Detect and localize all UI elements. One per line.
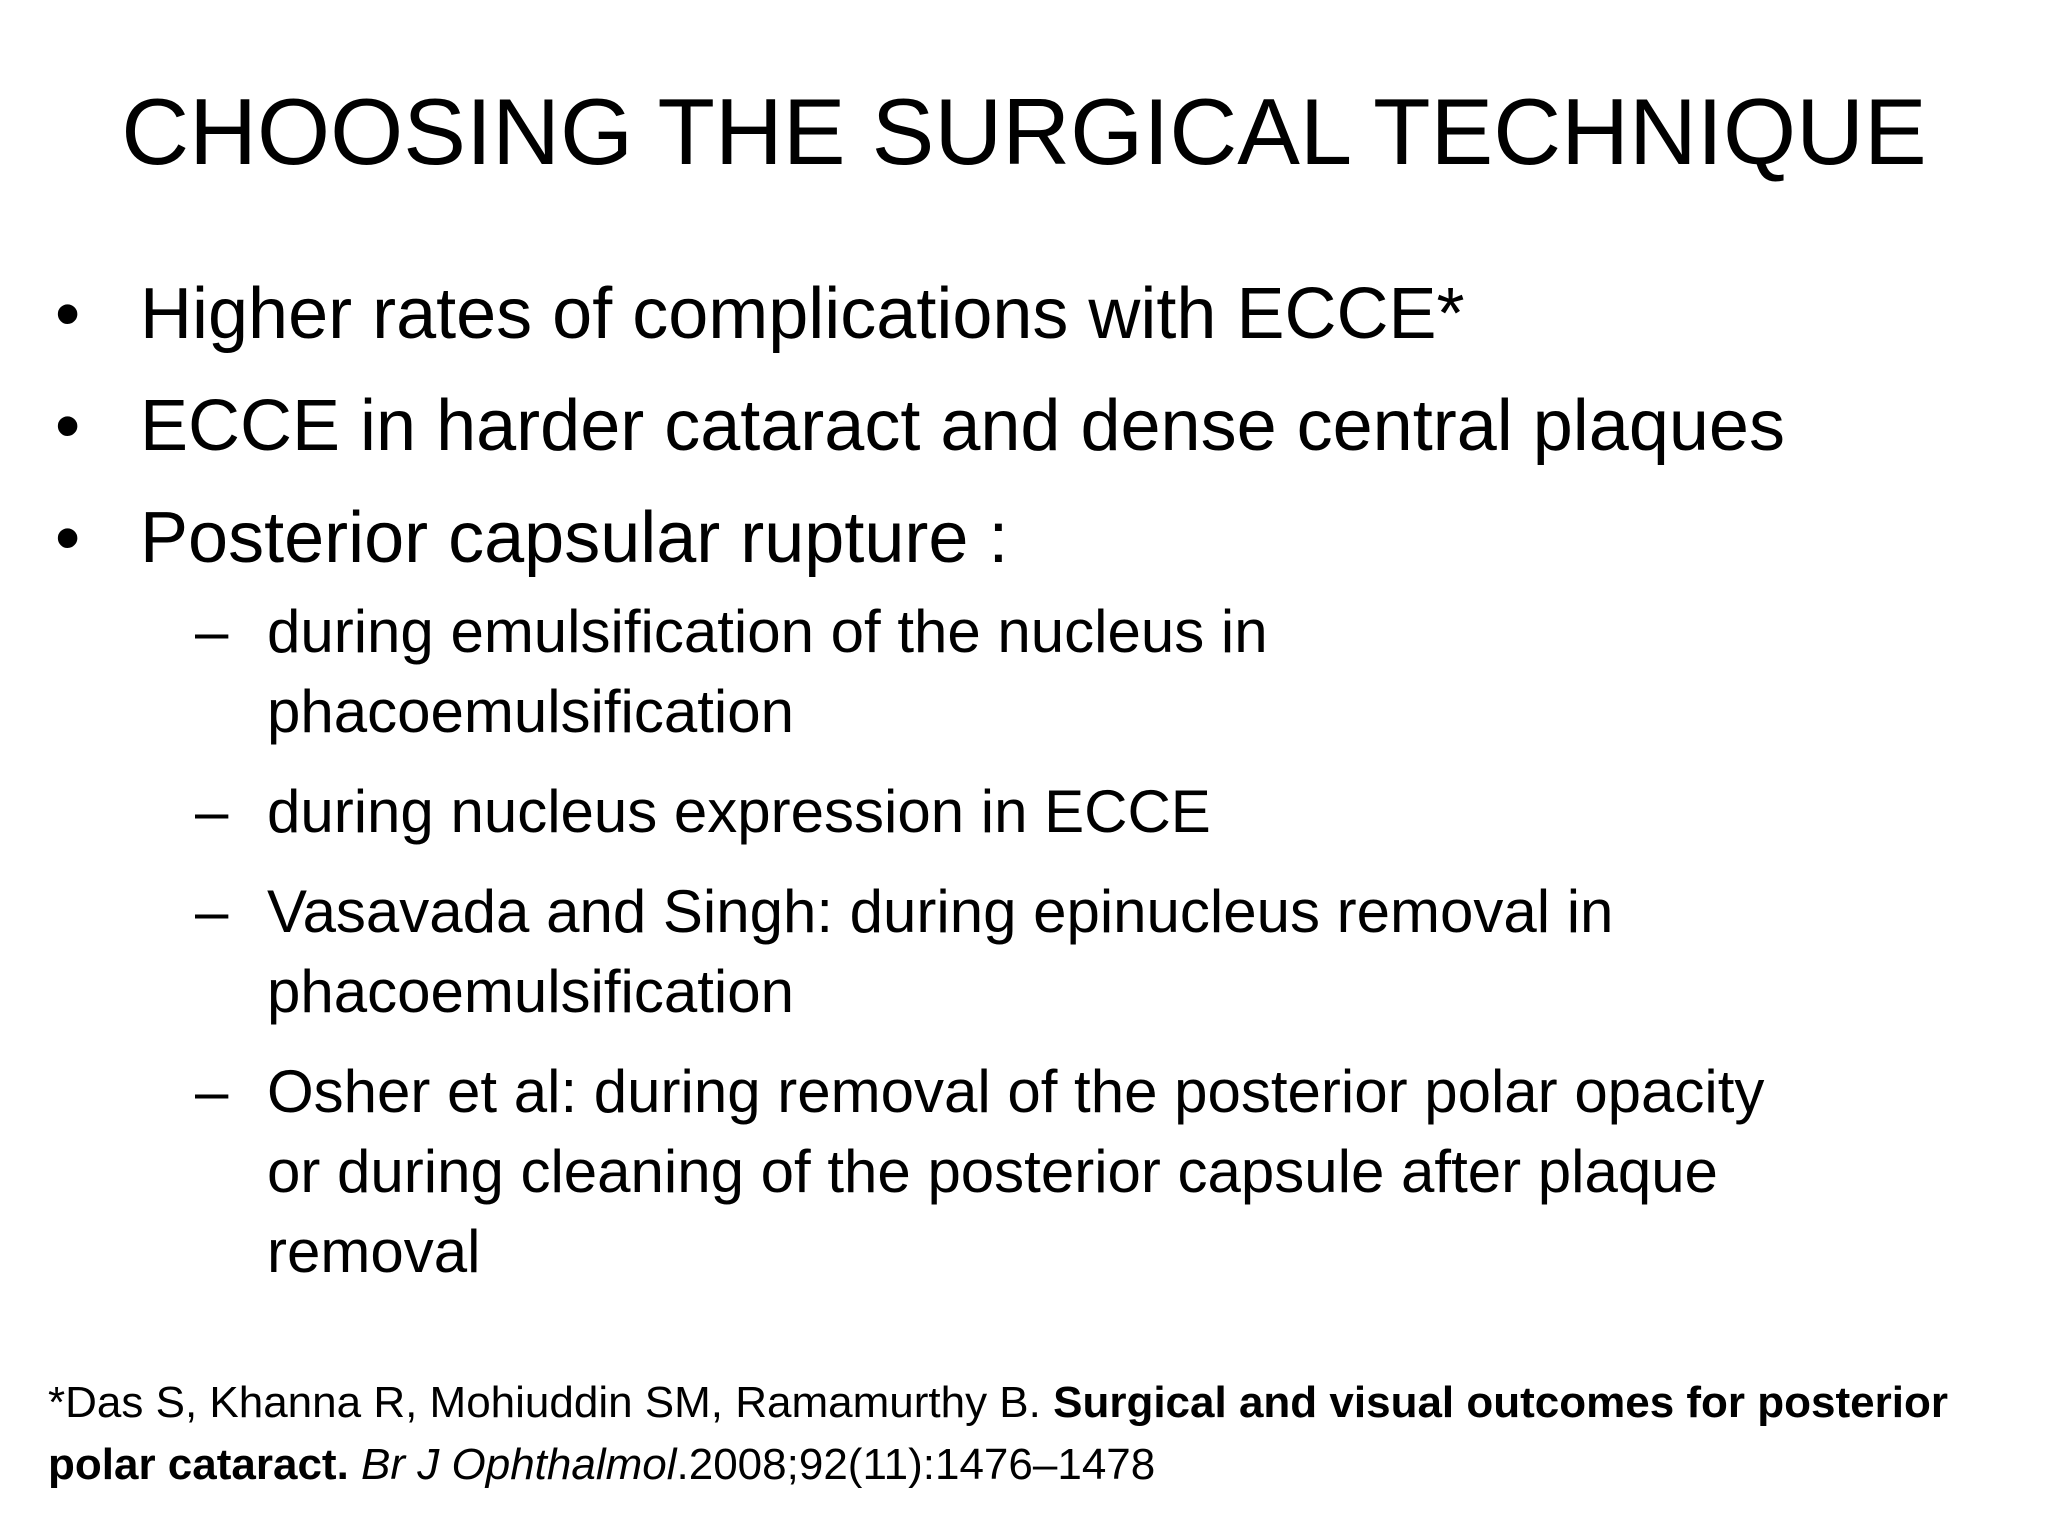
sub-bullet-line: Vasavada and Singh: during epinucleus removal in xyxy=(267,878,1614,945)
sub-bullet-list xyxy=(195,592,2005,1292)
sub-bullet-line: during nucleus expression in ECCE xyxy=(267,778,1211,845)
bullet-item xyxy=(55,370,2005,482)
bullet-item xyxy=(55,482,2005,1292)
bullet-text: ECCE in harder cataract and dense central plaques xyxy=(140,386,1785,466)
sub-bullet-item xyxy=(195,1052,2005,1292)
slide-title: CHOOSING THE SURGICAL TECHNIQUE xyxy=(121,79,1927,184)
sub-bullet-item xyxy=(195,772,2005,852)
bullet-marker: • xyxy=(55,386,81,466)
sub-bullet-item xyxy=(195,872,2005,1032)
sub-bullet-marker: – xyxy=(195,778,229,845)
sub-bullet-line: phacoemulsification xyxy=(267,678,794,745)
sub-bullet-line: removal xyxy=(267,1218,481,1285)
reference-journal: Br J Ophthalmol xyxy=(361,1440,677,1489)
sub-bullet-line: phacoemulsification xyxy=(267,958,794,1025)
reference-footnote xyxy=(48,1372,2018,1496)
bullet-text: Higher rates of complications with ECCE* xyxy=(140,274,1465,354)
reference-authors: *Das S, Khanna R, Mohiuddin SM, Ramamurthy B. xyxy=(48,1378,1054,1427)
sub-bullet-line: during emulsification of the nucleus in xyxy=(267,598,1268,665)
reference-title: Surgical and visual outcomes for posterior polar cataract. xyxy=(48,1378,1948,1489)
sub-bullet-marker: – xyxy=(195,878,229,945)
sub-bullet-marker: – xyxy=(195,598,229,665)
bullet-text: Posterior capsular rupture : xyxy=(140,498,1009,578)
sub-bullet-line: or during cleaning of the posterior capsule after plaque xyxy=(267,1138,1718,1205)
bullet-item xyxy=(55,258,2005,370)
sub-bullet-line: Osher et al: during removal of the posterior polar opacity xyxy=(267,1058,1765,1125)
bullet-list xyxy=(55,258,2005,1312)
sub-bullet-marker: – xyxy=(195,1058,229,1125)
bullet-marker: • xyxy=(55,274,81,354)
sub-bullet-item xyxy=(195,592,2005,752)
reference-citation: .2008;92(11):1476–1478 xyxy=(676,1440,1156,1489)
bullet-marker: • xyxy=(55,498,81,578)
